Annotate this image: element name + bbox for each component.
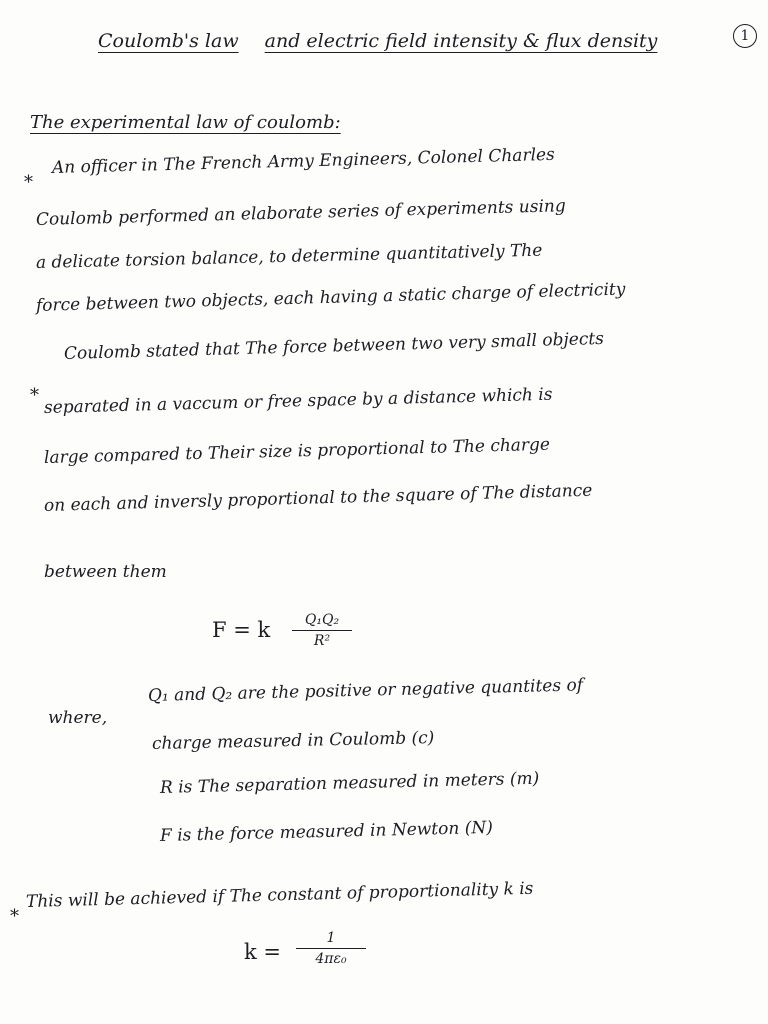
coulomb-equation-lhs: F = k: [212, 618, 271, 642]
definition-q: Q₁ and Q₂ are the positive or negative quantites of: [147, 675, 584, 706]
p2-line-2: separated in a vaccum or free space by a distance which is: [43, 384, 553, 418]
title-part2: and electric field intensity & flux density: [264, 30, 658, 52]
definition-f: F is the force measured in Newton (N): [159, 817, 494, 846]
bullet-3: *: [10, 906, 19, 927]
p1-line-2: Coulomb performed an elaborate series of experiments using: [35, 196, 566, 230]
coulomb-equation-denominator: R²: [313, 633, 331, 649]
fraction-bar: [292, 630, 352, 631]
p2-line-1: Coulomb stated that The force between two very small objects: [63, 328, 605, 364]
p2-line-3: large compared to Their size is proportional to The charge: [43, 434, 551, 468]
fraction-bar: [296, 948, 366, 949]
section-heading: The experimental law of coulomb:: [30, 112, 341, 133]
bullet-1: *: [24, 172, 33, 193]
k-equation-lhs: k =: [244, 940, 281, 964]
k-equation-fraction: [296, 930, 366, 967]
p1-line-1: An officer in The French Army Engineers, Colonel Charles: [51, 144, 556, 178]
page-number: 1: [733, 24, 757, 48]
definitions-intro: where,: [48, 708, 108, 728]
k-equation-denominator: 4πε₀: [315, 951, 347, 967]
coulomb-equation-numerator: Q₁Q₂: [304, 612, 340, 628]
k-equation-numerator: 1: [326, 930, 336, 946]
p2-line-4: on each and inversly proportional to the square of The distance: [43, 480, 593, 516]
bullet-2: *: [30, 385, 39, 406]
title-part1: Coulomb's law: [98, 30, 239, 52]
page-title: [98, 30, 657, 52]
p3-line: This will be achieved if The constant of proportionality k is: [25, 878, 534, 912]
p1-line-4: force between two objects, each having a static charge of electricity: [35, 279, 626, 316]
p1-line-3: a delicate torsion balance, to determine quantitatively The: [35, 240, 543, 273]
definition-charge: charge measured in Coulomb (c): [151, 728, 435, 754]
definition-r: R is The separation measured in meters (m): [159, 768, 540, 798]
coulomb-equation-fraction: [292, 612, 352, 649]
p2-line-5: between them: [44, 562, 167, 582]
